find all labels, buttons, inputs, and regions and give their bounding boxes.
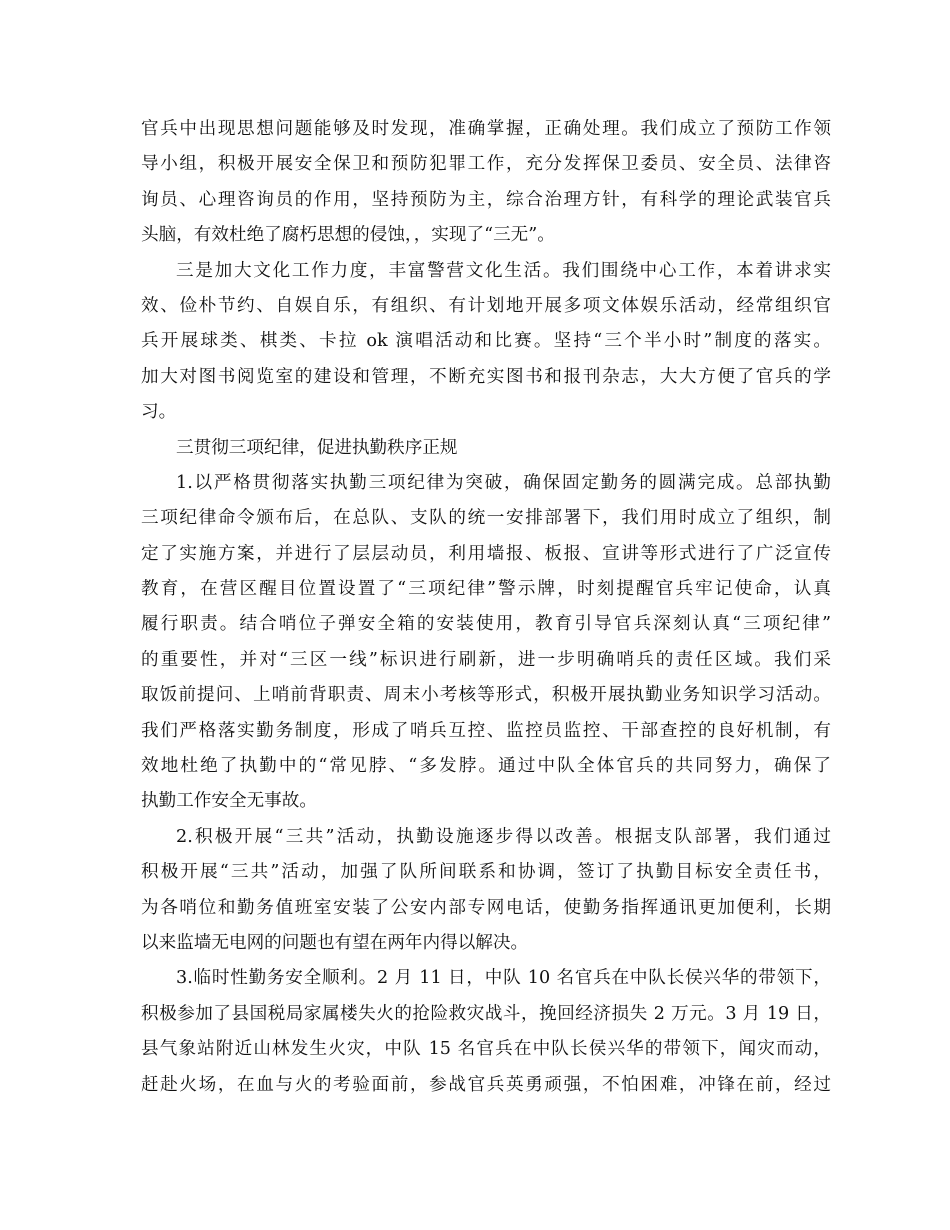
text-line: 我们严格落实勤务制度，形成了哨兵互控、监控员监控、干部查控的良好机制，有 bbox=[141, 720, 831, 741]
text-line: 1.以严格贯彻落实执勤三项纪律为突破，确保固定勤务的圆满完成。总部执勤 bbox=[176, 472, 831, 493]
text-line: 履行职责。结合哨位子弹安全箱的安装使用，教育引导官兵深刻认真“三项纪律” bbox=[141, 614, 831, 635]
text-line: 教育，在营区醒目位置设置了“三项纪律”警示牌，时刻提醒官兵牢记使命，认真 bbox=[141, 579, 831, 600]
text-line: 赶赴火场，在血与火的考验面前，参战官兵英勇顽强，不怕困难，冲锋在前，经过 bbox=[141, 1074, 831, 1095]
text-line: 县气象站附近山林发生火灾，中队 15 名官兵在中队长侯兴华的带领下，闻灾而动， bbox=[141, 1039, 831, 1060]
paragraph bbox=[141, 466, 831, 820]
text-line: 积极参加了县国税局家属楼失火的抢险救灾战斗，挽回经济损失 2 万元。3 月 19 日， bbox=[141, 1003, 831, 1024]
text-line: 3.临时性勤务安全顺利。2 月 11 日，中队 10 名官兵在中队长侯兴华的带领下， bbox=[176, 968, 831, 989]
section-heading bbox=[141, 431, 831, 466]
text-line: 效、俭朴节约、自娱自乐，有组织、有计划地开展多项文体娱乐活动，经常组织官 bbox=[141, 295, 831, 316]
text-line: 三是加大文化工作力度，丰富警营文化生活。我们围绕中心工作，本着讲求实 bbox=[176, 260, 831, 281]
text-line: 三贯彻三项纪律，促进执勤秩序正规 bbox=[176, 437, 458, 458]
text-line: 的重要性，并对“三区一线”标识进行刷新，进一步明确哨兵的责任区域。我们采 bbox=[141, 649, 831, 670]
text-line: 兵开展球类、棋类、卡拉 ok 演唱活动和比赛。坚持“三个半小时”制度的落实。 bbox=[141, 331, 831, 352]
text-line: 执勤工作安全无事故。 bbox=[141, 791, 317, 812]
text-line: 询员、心理咨询员的作用，坚持预防为主，综合治理方针，有科学的理论武装官兵 bbox=[141, 189, 831, 210]
text-line: 以来监墙无电网的问题也有望在两年内得以解决。 bbox=[141, 932, 529, 953]
text-line: 定了实施方案，并进行了层层动员，利用墙报、板报、宣讲等形式进行了广泛宣传 bbox=[141, 543, 831, 564]
text-line: 加大对图书阅览室的建设和管理，不断充实图书和报刊杂志，大大方便了官兵的学 bbox=[141, 366, 831, 387]
text-line: 官兵中出现思想问题能够及时发现，准确掌握，正确处理。我们成立了预防工作领 bbox=[141, 119, 831, 139]
paragraph bbox=[141, 254, 831, 431]
text-line: 取饭前提问、上哨前背职责、周末小考核等形式，积极开展执勤业务知识学习活动。 bbox=[141, 685, 831, 706]
text-line: 积极开展“三共”活动，加强了队所间联系和协调，签订了执勤目标安全责任书， bbox=[141, 862, 831, 883]
document-body bbox=[141, 112, 831, 1103]
text-line: 习。 bbox=[141, 402, 177, 423]
text-line: 2.积极开展“三共”活动，执勤设施逐步得以改善。根据支队部署，我们通过 bbox=[176, 826, 831, 847]
paragraph bbox=[141, 112, 831, 254]
text-line: 头脑，有效杜绝了腐朽思想的侵蚀，，实现了“三无”。 bbox=[141, 225, 555, 246]
text-line: 为各哨位和勤务值班室安装了公安内部专网电话，使勤务指挥通讯更加便利，长期 bbox=[141, 897, 831, 918]
paragraph bbox=[141, 820, 831, 962]
paragraph bbox=[141, 961, 831, 1103]
text-line: 三项纪律命令颁布后，在总队、支队的统一安排部署下，我们用时成立了组织，制 bbox=[141, 508, 831, 529]
text-line: 导小组，积极开展安全保卫和预防犯罪工作，充分发挥保卫委员、安全员、法律咨 bbox=[141, 154, 831, 175]
text-line: 效地杜绝了执勤中的“常见脖、“多发脖。通过中队全体官兵的共同努力，确保了 bbox=[141, 756, 831, 777]
